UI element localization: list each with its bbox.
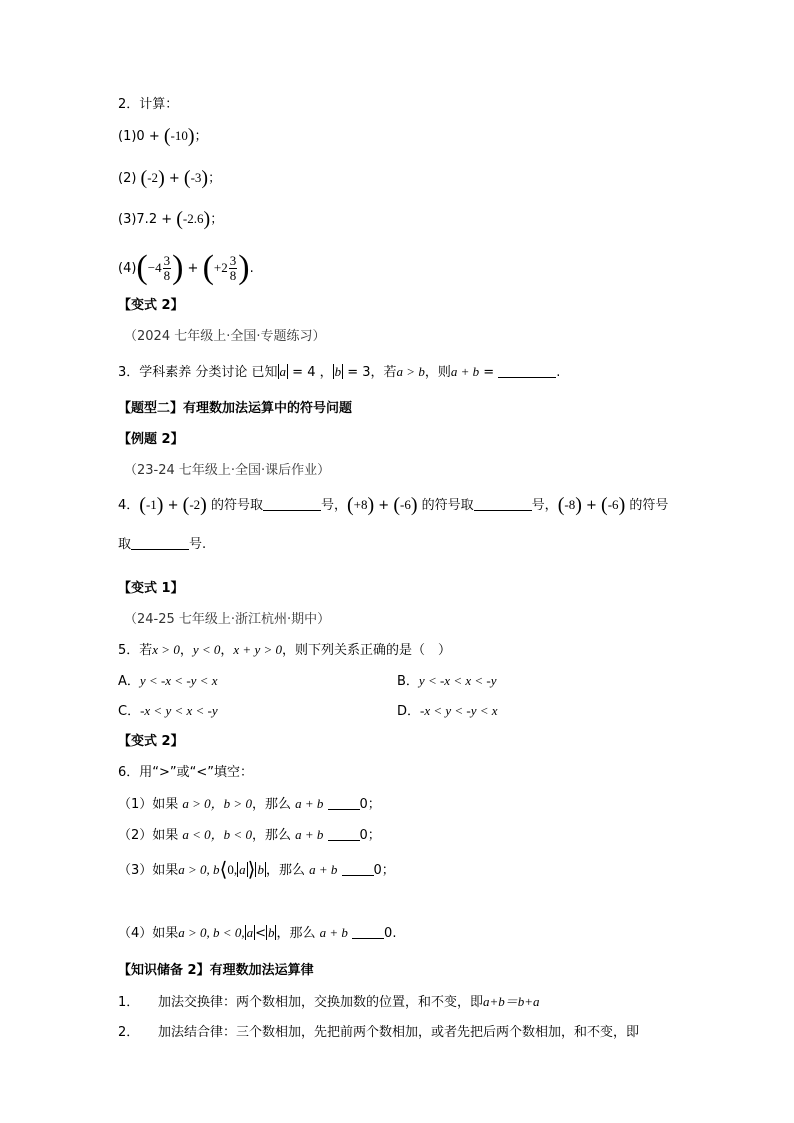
fraction-denominator: 8: [163, 268, 171, 283]
right-paren: ): [618, 494, 626, 516]
option-b-text: y < -x < x < -y: [418, 673, 497, 688]
option-c[interactable]: [118, 702, 218, 721]
q6-sub4-cond: a > 0, b < 0,: [178, 925, 245, 940]
q4-t3: 的符号: [625, 498, 669, 513]
q2-part4: (4)(−4 $\frac{3}{8}$ ) + (+2 $\frac{3}{8}$ ).: [118, 249, 254, 286]
abs-a: a: [239, 862, 246, 877]
q5-prefix: 5．若: [118, 643, 153, 658]
answer-blank[interactable]: [328, 797, 360, 810]
q2-part3-inner: -2.6: [182, 211, 204, 226]
q2-part2-b: -3: [190, 170, 202, 185]
q5-sep2: ，: [220, 643, 234, 658]
q3-condition: a > b: [396, 364, 425, 379]
q4-t1: 的符号取: [206, 498, 263, 513]
variant-2-heading: 【变式 2】: [118, 298, 184, 313]
knowledge-2-tag: 【知识储备 2】: [118, 963, 210, 978]
answer-blank[interactable]: [263, 498, 321, 511]
q4-line2-prefix: 取: [118, 537, 132, 552]
right-paren: ): [238, 249, 250, 286]
fraction-numerator: 3: [163, 253, 171, 268]
q4-h1: 号，: [320, 498, 347, 513]
law-1-text: 加法交换律：两个数相加，交换加数的位置，和不变，即: [158, 995, 484, 1010]
q4-e3b: -6: [607, 497, 619, 512]
right-paren: ): [201, 167, 209, 189]
q3-eq2: = 3，若: [343, 365, 397, 380]
q4-line2: [118, 536, 206, 554]
q2-title: 2．计算：: [118, 97, 179, 112]
abs-b: b: [267, 925, 275, 940]
option-a[interactable]: [118, 672, 217, 691]
abs-a: a: [279, 364, 287, 379]
example-2-source: （23-24 七年级上·全国·课后作业）: [124, 463, 331, 478]
left-paren: (: [202, 249, 214, 286]
left-paren: (: [140, 167, 148, 189]
q6-sub1-expr: a + b: [295, 796, 324, 811]
left-paren: (: [176, 208, 183, 230]
q6-sub3-expr: a + b: [309, 862, 338, 877]
option-c-text: -x < y < x < -y: [140, 703, 218, 718]
right-paren: ): [203, 208, 211, 230]
fraction: [163, 254, 172, 283]
q2-part3-end: ；: [210, 212, 224, 227]
option-b-label: B．: [397, 674, 419, 689]
left-paren: (: [557, 494, 565, 516]
q2-part2: (2) (-2) + (-3)；: [118, 167, 222, 189]
fraction: [229, 254, 238, 283]
q6-sub3-end: 0；: [373, 863, 395, 878]
q2-part1-inner: -10: [170, 128, 188, 143]
left-paren: (: [183, 167, 191, 189]
q2-part2-end: ；: [208, 171, 222, 186]
abs-a: a: [246, 925, 254, 940]
right-paren: ): [410, 494, 418, 516]
example-2-heading: 【例题 2】: [118, 432, 184, 447]
variant-2b-heading: 【变式 2】: [118, 734, 184, 749]
left-paren: (: [139, 494, 146, 516]
q5-tail: ，则下列关系正确的是（ ）: [282, 643, 452, 658]
q2-part1-label: (1)0 +: [118, 129, 164, 144]
q2-part2-label: (2): [118, 171, 141, 186]
q5-cond3: x + y > 0: [233, 642, 282, 657]
right-paren: ): [200, 494, 207, 516]
q3-prefix: 3．学科素养 分类讨论 已知: [118, 365, 278, 380]
q6-sub1-mid: ，那么: [251, 797, 296, 812]
q6-sub2-mid: ，那么: [251, 828, 296, 843]
variant-1-heading: 【变式 1】: [118, 581, 184, 596]
q6-sub1-pre: （1）如果: [118, 797, 183, 812]
q2-part4-b-whole: +2: [213, 260, 228, 275]
left-paren: (: [393, 494, 401, 516]
right-paren: ): [575, 494, 582, 516]
q6-sub3-mid: ，那么: [265, 863, 310, 878]
q6-sub1-end: 0；: [359, 797, 381, 812]
option-a-label: A．: [118, 674, 140, 689]
q2-part3-label: (3)7.2 +: [118, 212, 177, 227]
q4-e2b: -6: [400, 497, 411, 512]
right-paren: ): [172, 249, 184, 286]
answer-blank[interactable]: [342, 863, 374, 876]
right-paren: ): [187, 125, 195, 147]
option-b[interactable]: [397, 672, 496, 691]
answer-blank[interactable]: [498, 365, 556, 378]
q5-sep1: ，: [179, 643, 193, 658]
q2-part2-a: -2: [147, 170, 159, 185]
option-d[interactable]: [397, 702, 498, 721]
q3-expression: a + b: [450, 364, 480, 379]
right-angle: ⟩: [247, 859, 256, 881]
law-1: [118, 993, 540, 1012]
q5-cond1: x > 0: [152, 642, 180, 657]
option-d-text: -x < y < -y < x: [420, 703, 498, 718]
law-1-num: 1．: [118, 995, 140, 1010]
left-paren: (: [136, 249, 148, 286]
answer-blank[interactable]: [474, 498, 532, 511]
q4-h2: 号，: [531, 498, 558, 513]
q4-e1a: -1: [145, 497, 157, 512]
variant-2-source: （2024 七年级上·全国·专题练习）: [124, 329, 326, 344]
q6-sub3-cond1: a > 0, b: [178, 862, 220, 877]
q6-sub4-mid: ，那么: [276, 926, 320, 941]
option-d-label: D．: [397, 704, 421, 719]
q3: [118, 363, 560, 382]
law-1-formula: a+b＝b+a: [483, 994, 540, 1009]
q2-part4-end: .: [249, 261, 254, 276]
q6-sub3: [118, 861, 395, 880]
law-2-num: 2．: [118, 1025, 140, 1040]
q4-e2a: +8: [353, 497, 368, 512]
q3-then: ，则: [424, 365, 451, 380]
law-2-text: 加法结合律：三个数相加，先把前两个数相加，或者先把后两个数相加，和不变，即: [158, 1025, 640, 1040]
left-paren: (: [163, 125, 171, 147]
abs-b: b: [334, 364, 342, 379]
q5-cond2: y < 0: [192, 642, 221, 657]
option-c-label: C．: [118, 704, 141, 719]
q6-sub2-cond: a < 0，b < 0: [182, 827, 252, 842]
right-paren: ): [367, 494, 375, 516]
left-angle: ⟨: [219, 859, 228, 881]
q4-line1: 4．(-1) + (-2) 的符号取 号，(+8) + (-6) 的符号取 号，(-8) + (-6) 的符号: [118, 494, 669, 516]
fraction-denominator: 8: [229, 268, 237, 283]
q6-sub2: [118, 826, 381, 845]
variant-1-source: （24-25 七年级上·浙江杭州·期中）: [124, 612, 331, 627]
abs-b: b: [257, 862, 264, 877]
left-paren: (: [346, 494, 354, 516]
q5: [118, 641, 451, 660]
q4-t2: 的符号取: [417, 498, 474, 513]
q6-sub3-cond2: 0,: [227, 862, 238, 877]
q6-sub4-end: 0.: [384, 926, 397, 941]
q6-sub4-pre: （4）如果: [118, 926, 179, 941]
q6-sub3-pre: （3）如果: [118, 863, 179, 878]
q6-sub2-pre: （2）如果: [118, 828, 183, 843]
right-paren: ): [158, 167, 165, 189]
right-paren: ): [156, 494, 164, 516]
q4-e1b: -2: [189, 497, 201, 512]
section-type-2-title: 【题型二】有理数加法运算中的符号问题: [118, 401, 353, 416]
q6-sub2-end: 0；: [359, 828, 381, 843]
less-than: <: [255, 926, 266, 941]
q2-part4-label: (4): [118, 261, 137, 276]
q6-sub4-expr: a + b: [319, 925, 348, 940]
q2-part3: [118, 210, 223, 229]
q2-part4-a-whole: −4: [147, 260, 162, 275]
q2-part1: [118, 127, 208, 146]
fraction-numerator: 3: [229, 253, 237, 268]
option-a-text: y < -x < -y < x: [139, 673, 218, 688]
q4-line2-suffix: 号.: [189, 537, 207, 552]
answer-blank[interactable]: [352, 926, 384, 939]
q2-part1-end: ；: [194, 129, 208, 144]
q6-sub2-expr: a + b: [295, 827, 324, 842]
answer-blank[interactable]: [328, 828, 360, 841]
q4-e3a: -8: [564, 497, 576, 512]
left-paren: (: [182, 494, 190, 516]
left-paren: (: [601, 494, 608, 516]
answer-blank[interactable]: [131, 537, 189, 550]
q6-sub4: [118, 924, 396, 943]
q3-eq1: = 4 ，: [288, 365, 333, 380]
q3-eq: =: [479, 365, 499, 380]
q3-end: .: [556, 365, 561, 380]
q4-num: 4．: [118, 498, 140, 513]
knowledge-2-heading: [118, 962, 314, 980]
q6-title: 6．用“>”或“<”填空：: [118, 765, 253, 780]
q6-sub1: [118, 795, 381, 814]
q6-sub1-cond: a > 0，b > 0: [182, 796, 252, 811]
knowledge-2-title: 有理数加法运算律: [209, 963, 314, 978]
law-2: [118, 1024, 639, 1042]
